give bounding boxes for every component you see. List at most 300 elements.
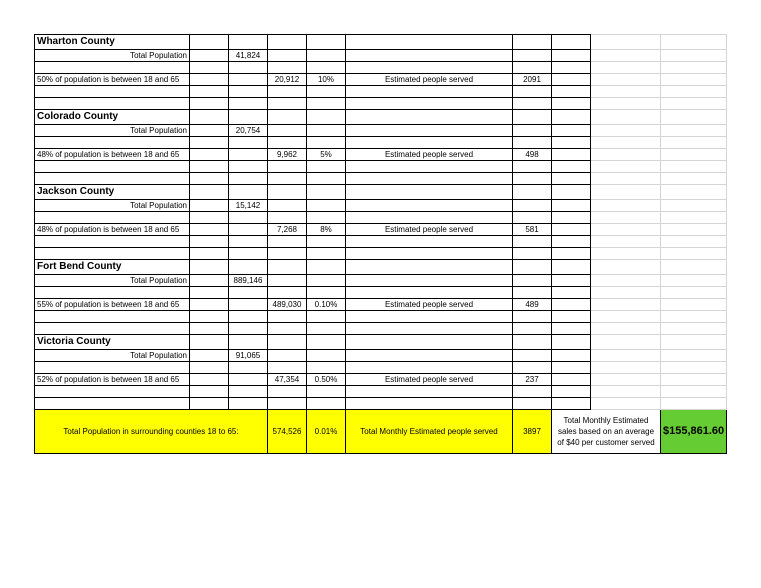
empty-cell[interactable]: [552, 311, 591, 323]
total-rate[interactable]: 0.01%: [307, 410, 346, 454]
empty-cell[interactable]: [35, 362, 190, 374]
empty-cell[interactable]: [513, 98, 552, 110]
empty-cell[interactable]: [591, 35, 661, 50]
empty-cell[interactable]: [552, 323, 591, 335]
empty-cell[interactable]: [190, 161, 229, 173]
empty-cell[interactable]: [190, 350, 229, 362]
empty-cell[interactable]: [552, 236, 591, 248]
empty-cell[interactable]: [513, 350, 552, 362]
empty-cell[interactable]: [268, 50, 307, 62]
empty-cell[interactable]: [661, 86, 727, 98]
served-value[interactable]: 2091: [513, 74, 552, 86]
empty-cell[interactable]: [591, 125, 661, 137]
empty-cell[interactable]: [190, 398, 229, 410]
served-label[interactable]: Estimated people served: [346, 149, 513, 161]
empty-cell[interactable]: [513, 125, 552, 137]
empty-cell[interactable]: [513, 62, 552, 74]
empty-cell[interactable]: [190, 86, 229, 98]
empty-cell[interactable]: [190, 74, 229, 86]
empty-cell[interactable]: [591, 62, 661, 74]
empty-cell[interactable]: [35, 137, 190, 149]
empty-cell[interactable]: [591, 110, 661, 125]
empty-cell[interactable]: [552, 224, 591, 236]
served-label[interactable]: Estimated people served: [346, 74, 513, 86]
percent-label[interactable]: 55% of population is between 18 and 65: [35, 299, 190, 311]
empty-cell[interactable]: [513, 311, 552, 323]
empty-cell[interactable]: [307, 386, 346, 398]
empty-cell[interactable]: [661, 110, 727, 125]
empty-cell[interactable]: [190, 362, 229, 374]
empty-cell[interactable]: [307, 260, 346, 275]
empty-cell[interactable]: [190, 35, 229, 50]
total-population-label[interactable]: Total Population: [35, 125, 190, 137]
empty-cell[interactable]: [346, 362, 513, 374]
percent-label[interactable]: 50% of population is between 18 and 65: [35, 74, 190, 86]
empty-cell[interactable]: [552, 35, 591, 50]
empty-cell[interactable]: [229, 311, 268, 323]
empty-cell[interactable]: [190, 185, 229, 200]
empty-cell[interactable]: [307, 311, 346, 323]
empty-cell[interactable]: [346, 260, 513, 275]
empty-cell[interactable]: [190, 224, 229, 236]
county-name[interactable]: Jackson County: [35, 185, 190, 200]
empty-cell[interactable]: [268, 398, 307, 410]
empty-cell[interactable]: [552, 299, 591, 311]
total-served-label[interactable]: Total Monthly Estimated people served: [346, 410, 513, 454]
served-rate[interactable]: 0.10%: [307, 299, 346, 311]
empty-cell[interactable]: [346, 35, 513, 50]
empty-cell[interactable]: [229, 287, 268, 299]
total-sales-value[interactable]: $155,861.60: [661, 410, 727, 454]
empty-cell[interactable]: [268, 287, 307, 299]
empty-cell[interactable]: [591, 323, 661, 335]
empty-cell[interactable]: [190, 311, 229, 323]
empty-cell[interactable]: [591, 248, 661, 260]
empty-cell[interactable]: [591, 335, 661, 350]
empty-cell[interactable]: [552, 62, 591, 74]
empty-cell[interactable]: [229, 386, 268, 398]
empty-cell[interactable]: [268, 137, 307, 149]
empty-cell[interactable]: [346, 275, 513, 287]
total-population-value[interactable]: 41,824: [229, 50, 268, 62]
served-rate[interactable]: 10%: [307, 74, 346, 86]
empty-cell[interactable]: [190, 248, 229, 260]
adult-population-value[interactable]: 7,268: [268, 224, 307, 236]
empty-cell[interactable]: [268, 248, 307, 260]
empty-cell[interactable]: [661, 236, 727, 248]
empty-cell[interactable]: [307, 98, 346, 110]
empty-cell[interactable]: [268, 212, 307, 224]
total-population-value[interactable]: 20,754: [229, 125, 268, 137]
empty-cell[interactable]: [346, 110, 513, 125]
served-label[interactable]: Estimated people served: [346, 224, 513, 236]
empty-cell[interactable]: [35, 248, 190, 260]
total-population-label[interactable]: Total Population in surrounding counties 18 to 65:: [35, 410, 268, 454]
total-population-label[interactable]: Total Population: [35, 275, 190, 287]
empty-cell[interactable]: [661, 350, 727, 362]
empty-cell[interactable]: [229, 374, 268, 386]
empty-cell[interactable]: [229, 185, 268, 200]
empty-cell[interactable]: [552, 248, 591, 260]
empty-cell[interactable]: [307, 50, 346, 62]
total-population-value[interactable]: 15,142: [229, 200, 268, 212]
empty-cell[interactable]: [190, 50, 229, 62]
empty-cell[interactable]: [268, 362, 307, 374]
empty-cell[interactable]: [591, 350, 661, 362]
empty-cell[interactable]: [591, 149, 661, 161]
empty-cell[interactable]: [552, 200, 591, 212]
empty-cell[interactable]: [229, 98, 268, 110]
adult-population-value[interactable]: 47,354: [268, 374, 307, 386]
empty-cell[interactable]: [268, 275, 307, 287]
empty-cell[interactable]: [190, 125, 229, 137]
empty-cell[interactable]: [513, 398, 552, 410]
empty-cell[interactable]: [346, 86, 513, 98]
empty-cell[interactable]: [591, 98, 661, 110]
empty-cell[interactable]: [513, 236, 552, 248]
served-label[interactable]: Estimated people served: [346, 374, 513, 386]
empty-cell[interactable]: [552, 86, 591, 98]
empty-cell[interactable]: [552, 212, 591, 224]
empty-cell[interactable]: [229, 149, 268, 161]
empty-cell[interactable]: [346, 173, 513, 185]
empty-cell[interactable]: [552, 185, 591, 200]
empty-cell[interactable]: [229, 362, 268, 374]
empty-cell[interactable]: [307, 86, 346, 98]
empty-cell[interactable]: [591, 386, 661, 398]
empty-cell[interactable]: [513, 161, 552, 173]
empty-cell[interactable]: [552, 335, 591, 350]
empty-cell[interactable]: [552, 386, 591, 398]
adult-population-value[interactable]: 9,962: [268, 149, 307, 161]
empty-cell[interactable]: [552, 74, 591, 86]
empty-cell[interactable]: [35, 86, 190, 98]
empty-cell[interactable]: [661, 311, 727, 323]
empty-cell[interactable]: [346, 200, 513, 212]
empty-cell[interactable]: [190, 110, 229, 125]
empty-cell[interactable]: [513, 86, 552, 98]
empty-cell[interactable]: [307, 350, 346, 362]
empty-cell[interactable]: [190, 236, 229, 248]
empty-cell[interactable]: [513, 323, 552, 335]
empty-cell[interactable]: [661, 323, 727, 335]
empty-cell[interactable]: [661, 335, 727, 350]
empty-cell[interactable]: [268, 335, 307, 350]
percent-label[interactable]: 52% of population is between 18 and 65: [35, 374, 190, 386]
empty-cell[interactable]: [552, 362, 591, 374]
empty-cell[interactable]: [591, 74, 661, 86]
empty-cell[interactable]: [268, 185, 307, 200]
empty-cell[interactable]: [591, 362, 661, 374]
empty-cell[interactable]: [661, 212, 727, 224]
empty-cell[interactable]: [268, 350, 307, 362]
empty-cell[interactable]: [346, 98, 513, 110]
empty-cell[interactable]: [190, 137, 229, 149]
empty-cell[interactable]: [513, 35, 552, 50]
empty-cell[interactable]: [190, 260, 229, 275]
served-value[interactable]: 498: [513, 149, 552, 161]
total-served-value[interactable]: 3897: [513, 410, 552, 454]
adult-population-value[interactable]: 20,912: [268, 74, 307, 86]
served-value[interactable]: 581: [513, 224, 552, 236]
empty-cell[interactable]: [346, 50, 513, 62]
empty-cell[interactable]: [513, 110, 552, 125]
total-adult-population[interactable]: 574,526: [268, 410, 307, 454]
empty-cell[interactable]: [307, 125, 346, 137]
empty-cell[interactable]: [190, 386, 229, 398]
empty-cell[interactable]: [591, 50, 661, 62]
empty-cell[interactable]: [307, 275, 346, 287]
served-value[interactable]: 489: [513, 299, 552, 311]
empty-cell[interactable]: [591, 212, 661, 224]
empty-cell[interactable]: [35, 398, 190, 410]
empty-cell[interactable]: [190, 275, 229, 287]
empty-cell[interactable]: [346, 311, 513, 323]
empty-cell[interactable]: [268, 200, 307, 212]
served-rate[interactable]: 0.50%: [307, 374, 346, 386]
empty-cell[interactable]: [591, 137, 661, 149]
empty-cell[interactable]: [513, 173, 552, 185]
empty-cell[interactable]: [307, 212, 346, 224]
adult-population-value[interactable]: 489,030: [268, 299, 307, 311]
empty-cell[interactable]: [513, 335, 552, 350]
total-sales-label[interactable]: Total Monthly Estimated sales based on an average of $40 per customer served: [552, 410, 661, 454]
empty-cell[interactable]: [307, 362, 346, 374]
empty-cell[interactable]: [190, 335, 229, 350]
empty-cell[interactable]: [552, 98, 591, 110]
empty-cell[interactable]: [229, 248, 268, 260]
empty-cell[interactable]: [307, 173, 346, 185]
empty-cell[interactable]: [661, 224, 727, 236]
empty-cell[interactable]: [552, 260, 591, 275]
empty-cell[interactable]: [661, 173, 727, 185]
empty-cell[interactable]: [591, 173, 661, 185]
empty-cell[interactable]: [268, 98, 307, 110]
empty-cell[interactable]: [268, 86, 307, 98]
empty-cell[interactable]: [307, 335, 346, 350]
empty-cell[interactable]: [591, 299, 661, 311]
empty-cell[interactable]: [229, 260, 268, 275]
empty-cell[interactable]: [591, 161, 661, 173]
empty-cell[interactable]: [307, 137, 346, 149]
empty-cell[interactable]: [552, 398, 591, 410]
empty-cell[interactable]: [35, 311, 190, 323]
empty-cell[interactable]: [268, 173, 307, 185]
empty-cell[interactable]: [661, 98, 727, 110]
empty-cell[interactable]: [346, 398, 513, 410]
empty-cell[interactable]: [35, 212, 190, 224]
empty-cell[interactable]: [229, 398, 268, 410]
empty-cell[interactable]: [552, 287, 591, 299]
empty-cell[interactable]: [307, 185, 346, 200]
empty-cell[interactable]: [661, 299, 727, 311]
empty-cell[interactable]: [35, 386, 190, 398]
empty-cell[interactable]: [661, 275, 727, 287]
empty-cell[interactable]: [552, 275, 591, 287]
county-name[interactable]: Wharton County: [35, 35, 190, 50]
empty-cell[interactable]: [35, 323, 190, 335]
empty-cell[interactable]: [35, 287, 190, 299]
empty-cell[interactable]: [346, 287, 513, 299]
empty-cell[interactable]: [190, 62, 229, 74]
empty-cell[interactable]: [661, 260, 727, 275]
empty-cell[interactable]: [346, 386, 513, 398]
empty-cell[interactable]: [35, 173, 190, 185]
empty-cell[interactable]: [591, 287, 661, 299]
empty-cell[interactable]: [346, 350, 513, 362]
total-population-label[interactable]: Total Population: [35, 200, 190, 212]
empty-cell[interactable]: [552, 50, 591, 62]
empty-cell[interactable]: [591, 86, 661, 98]
empty-cell[interactable]: [661, 137, 727, 149]
empty-cell[interactable]: [591, 260, 661, 275]
empty-cell[interactable]: [513, 50, 552, 62]
empty-cell[interactable]: [661, 287, 727, 299]
empty-cell[interactable]: [513, 386, 552, 398]
empty-cell[interactable]: [552, 137, 591, 149]
empty-cell[interactable]: [552, 125, 591, 137]
empty-cell[interactable]: [229, 161, 268, 173]
empty-cell[interactable]: [552, 149, 591, 161]
empty-cell[interactable]: [229, 137, 268, 149]
percent-label[interactable]: 48% of population is between 18 and 65: [35, 149, 190, 161]
county-name[interactable]: Victoria County: [35, 335, 190, 350]
empty-cell[interactable]: [190, 299, 229, 311]
empty-cell[interactable]: [346, 125, 513, 137]
empty-cell[interactable]: [35, 98, 190, 110]
empty-cell[interactable]: [661, 62, 727, 74]
empty-cell[interactable]: [346, 335, 513, 350]
empty-cell[interactable]: [591, 374, 661, 386]
empty-cell[interactable]: [661, 35, 727, 50]
empty-cell[interactable]: [268, 161, 307, 173]
percent-label[interactable]: 48% of population is between 18 and 65: [35, 224, 190, 236]
empty-cell[interactable]: [229, 110, 268, 125]
empty-cell[interactable]: [229, 335, 268, 350]
empty-cell[interactable]: [307, 248, 346, 260]
empty-cell[interactable]: [229, 236, 268, 248]
empty-cell[interactable]: [346, 323, 513, 335]
empty-cell[interactable]: [513, 362, 552, 374]
empty-cell[interactable]: [591, 311, 661, 323]
empty-cell[interactable]: [307, 161, 346, 173]
county-name[interactable]: Colorado County: [35, 110, 190, 125]
empty-cell[interactable]: [346, 137, 513, 149]
empty-cell[interactable]: [35, 62, 190, 74]
empty-cell[interactable]: [661, 248, 727, 260]
empty-cell[interactable]: [591, 236, 661, 248]
empty-cell[interactable]: [35, 161, 190, 173]
empty-cell[interactable]: [190, 173, 229, 185]
county-name[interactable]: Fort Bend County: [35, 260, 190, 275]
empty-cell[interactable]: [661, 386, 727, 398]
empty-cell[interactable]: [661, 125, 727, 137]
empty-cell[interactable]: [661, 362, 727, 374]
empty-cell[interactable]: [229, 224, 268, 236]
empty-cell[interactable]: [513, 212, 552, 224]
empty-cell[interactable]: [591, 200, 661, 212]
empty-cell[interactable]: [307, 323, 346, 335]
empty-cell[interactable]: [229, 86, 268, 98]
empty-cell[interactable]: [591, 275, 661, 287]
empty-cell[interactable]: [268, 110, 307, 125]
empty-cell[interactable]: [268, 236, 307, 248]
empty-cell[interactable]: [268, 35, 307, 50]
empty-cell[interactable]: [513, 260, 552, 275]
empty-cell[interactable]: [190, 212, 229, 224]
empty-cell[interactable]: [229, 35, 268, 50]
empty-cell[interactable]: [229, 173, 268, 185]
empty-cell[interactable]: [661, 185, 727, 200]
empty-cell[interactable]: [268, 311, 307, 323]
empty-cell[interactable]: [229, 74, 268, 86]
empty-cell[interactable]: [307, 110, 346, 125]
empty-cell[interactable]: [307, 200, 346, 212]
empty-cell[interactable]: [591, 185, 661, 200]
total-population-label[interactable]: Total Population: [35, 50, 190, 62]
empty-cell[interactable]: [346, 161, 513, 173]
empty-cell[interactable]: [190, 98, 229, 110]
empty-cell[interactable]: [661, 149, 727, 161]
total-population-label[interactable]: Total Population: [35, 350, 190, 362]
empty-cell[interactable]: [513, 248, 552, 260]
empty-cell[interactable]: [268, 323, 307, 335]
empty-cell[interactable]: [307, 35, 346, 50]
empty-cell[interactable]: [307, 287, 346, 299]
empty-cell[interactable]: [229, 62, 268, 74]
empty-cell[interactable]: [661, 74, 727, 86]
empty-cell[interactable]: [513, 275, 552, 287]
empty-cell[interactable]: [190, 287, 229, 299]
empty-cell[interactable]: [229, 212, 268, 224]
served-rate[interactable]: 8%: [307, 224, 346, 236]
served-value[interactable]: 237: [513, 374, 552, 386]
empty-cell[interactable]: [513, 200, 552, 212]
empty-cell[interactable]: [661, 161, 727, 173]
empty-cell[interactable]: [552, 110, 591, 125]
empty-cell[interactable]: [346, 185, 513, 200]
empty-cell[interactable]: [307, 62, 346, 74]
empty-cell[interactable]: [513, 137, 552, 149]
empty-cell[interactable]: [190, 323, 229, 335]
empty-cell[interactable]: [591, 224, 661, 236]
empty-cell[interactable]: [552, 350, 591, 362]
served-label[interactable]: Estimated people served: [346, 299, 513, 311]
empty-cell[interactable]: [307, 236, 346, 248]
empty-cell[interactable]: [346, 248, 513, 260]
empty-cell[interactable]: [190, 374, 229, 386]
empty-cell[interactable]: [513, 287, 552, 299]
empty-cell[interactable]: [307, 398, 346, 410]
empty-cell[interactable]: [346, 236, 513, 248]
empty-cell[interactable]: [190, 200, 229, 212]
empty-cell[interactable]: [661, 50, 727, 62]
empty-cell[interactable]: [268, 260, 307, 275]
empty-cell[interactable]: [35, 236, 190, 248]
empty-cell[interactable]: [268, 125, 307, 137]
empty-cell[interactable]: [190, 149, 229, 161]
empty-cell[interactable]: [552, 173, 591, 185]
empty-cell[interactable]: [661, 374, 727, 386]
empty-cell[interactable]: [229, 299, 268, 311]
empty-cell[interactable]: [552, 161, 591, 173]
empty-cell[interactable]: [268, 62, 307, 74]
empty-cell[interactable]: [661, 398, 727, 410]
empty-cell[interactable]: [229, 323, 268, 335]
empty-cell[interactable]: [591, 398, 661, 410]
empty-cell[interactable]: [346, 62, 513, 74]
empty-cell[interactable]: [268, 386, 307, 398]
